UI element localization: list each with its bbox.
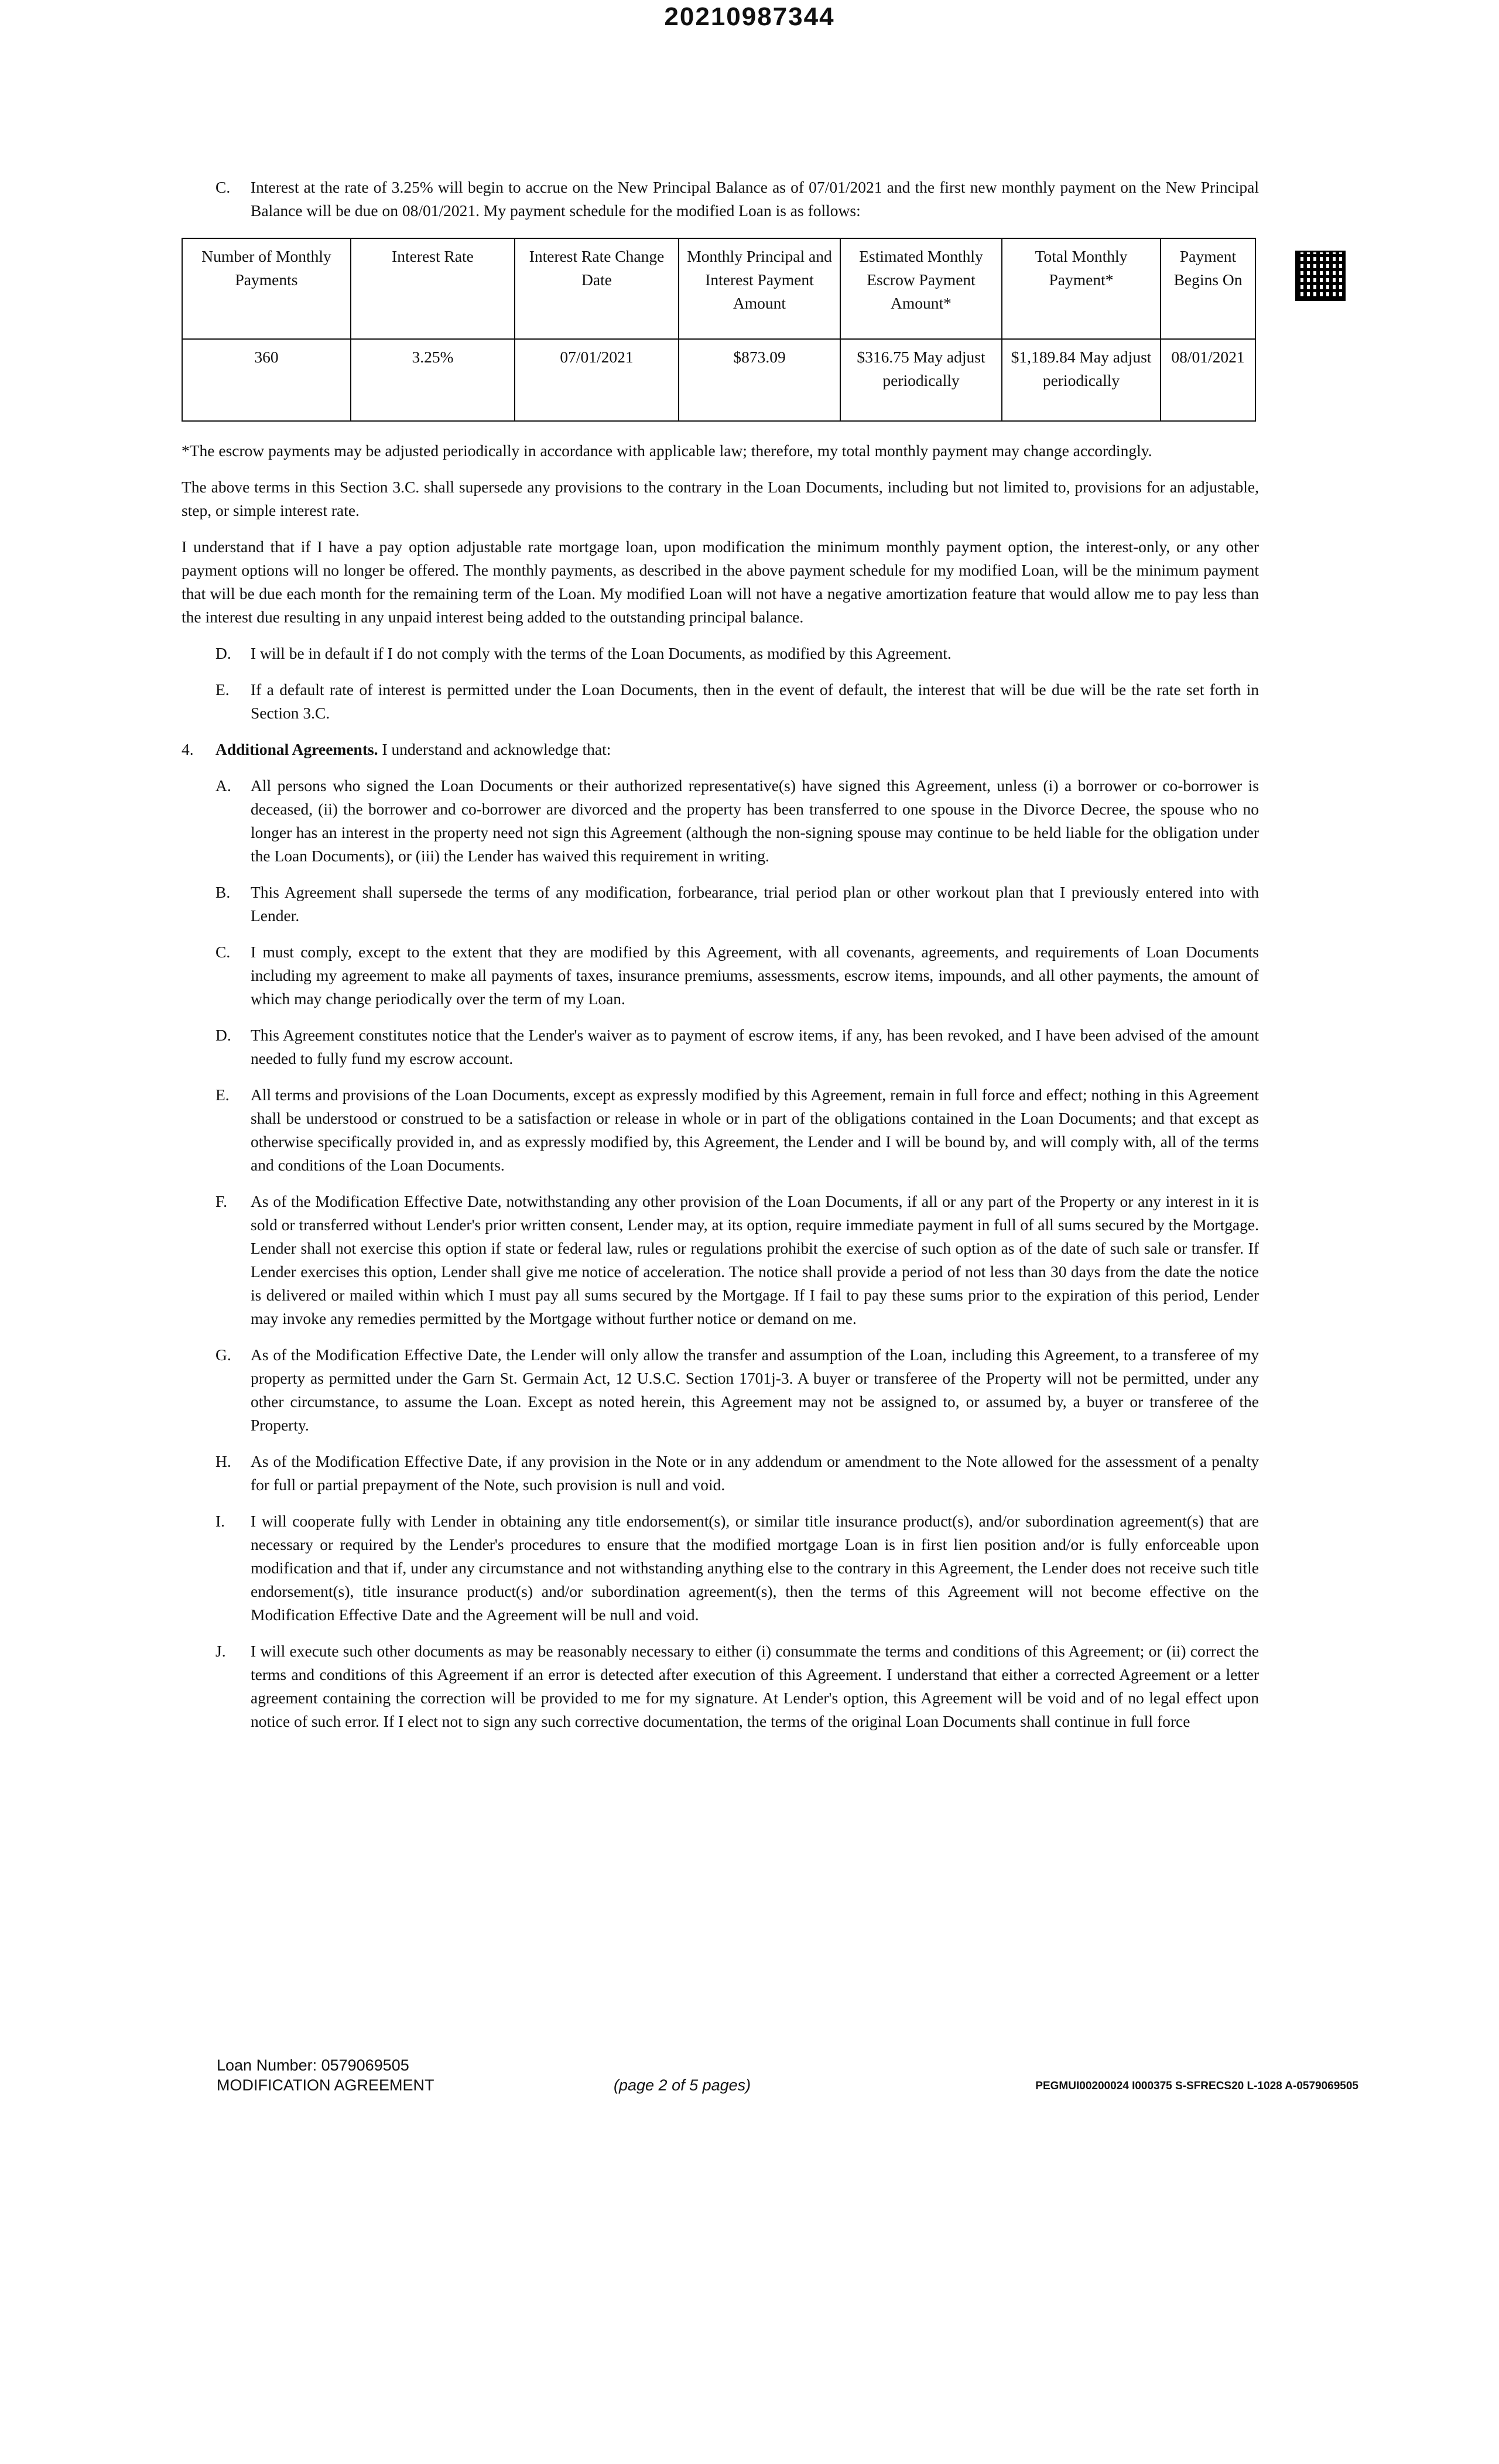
clause-text: I will cooperate fully with Lender in obtaining any title endorsement(s), or similar title insurance product(s), and/or subordination agreement(s) that are necessary or required by the Lender's procedures to ensure that the modified mortgage Loan is in first lien position and/or is fully enforceable upon modification and that if, under any circumstance and not withstanding anything else to the contrary in this Agreement, the Lender does not receive such title endorsement(s), title insurance product(s) and/or subordination agreement(s), then the terms of this Agreement will not become effective on the Modification Effective Date and the Agreement will be null and void. (251, 1512, 1259, 1624)
clause-text: Interest at the rate of 3.25% will begin to accrue on the New Principal Balance as of 07/01/2021 and the first new monthly payment on the New Principal Balance will be due on 08/01/2021. My payment schedule for the modified Loan is as follows: (251, 178, 1259, 220)
document-number: 20210987344 (664, 2, 835, 31)
table-cell: 08/01/2021 (1161, 339, 1255, 421)
section-lead: I understand and acknowledge that: (378, 740, 611, 758)
clause-text: I will be in default if I do not comply with the terms of the Loan Documents, as modified by this Agreement. (251, 644, 952, 662)
clause-4-item (215, 1640, 1259, 1733)
table-cell: $1,189.84 May adjust periodically (1002, 339, 1161, 421)
form-code: PEGMUI00200024 I000375 S-SFRECS20 L-1028 A-0579069505 (1035, 2080, 1358, 2092)
clause-text: As of the Modification Effective Date, if any provision in the Note or in any addendum or amendment to the Note allowed for the assessment of a penalty for full or partial prepayment of the Note, such provision is null and void. (251, 1452, 1259, 1494)
clause-3e (215, 678, 1259, 725)
clause-text: As of the Modification Effective Date, the Lender will only allow the transfer and assumption of the Loan, including this Agreement, to a transferee of my property as permitted under the Garn St. Germain Act, 12 U.S.C. Section 1701j-3. A buyer or transferee of the Property will not be permitted, under any other circumstance, to assume the Loan. Except as noted herein, this Agreement may not be assigned to, or assumed by, a buyer or transferee of the Property. (251, 1346, 1259, 1434)
col-header: Number of Monthly Payments (182, 238, 351, 339)
clause-letter: J. (215, 1642, 226, 1660)
section-title: Additional Agreements. (215, 740, 378, 758)
escrow-note: *The escrow payments may be adjusted periodically in accordance with applicable law; therefore, my total monthly payment may change accordingly. (182, 442, 1152, 460)
qr-code-icon (1295, 251, 1346, 301)
clause-letter: A. (215, 776, 231, 795)
clause-letter: D. (215, 1026, 231, 1044)
clause-letter: I. (215, 1512, 225, 1530)
clause-4-item (215, 1024, 1259, 1070)
col-header: Total Monthly Payment* (1002, 238, 1161, 339)
clause-3c (215, 176, 1259, 223)
table-cell: $873.09 (679, 339, 840, 421)
clause-letter: C. (215, 943, 231, 961)
table-header-row (182, 238, 1255, 339)
clause-text: All terms and provisions of the Loan Documents, except as expressly modified by this Agreement, remain in full force and effect; nothing in this Agreement shall be understood or construed to be a satisfaction or release in whole or in part of the obligations contained in the Loan Documents; and that except as otherwise specifically provided in, and as expressly modified by, this Agreement, the Lender and I will be bound by, and will comply with, all of the terms and conditions of the Loan Documents. (251, 1086, 1259, 1174)
clause-text: I must comply, except to the extent that they are modified by this Agreement, with all covenants, agreements, and requirements of Loan Documents including my agreement to make all payments of taxes, insurance premiums, assessments, escrow items, impounds, and all other payments, the amount of which may change periodically over the term of my Loan. (251, 943, 1259, 1008)
clause-4-item (215, 940, 1259, 1011)
clause-letter: C. (215, 178, 231, 196)
section-4-heading (182, 738, 1259, 761)
loan-number: Loan Number: 0579069505 (217, 2056, 409, 2074)
clause-letter: E. (215, 680, 230, 699)
table-cell: $316.75 May adjust periodically (840, 339, 1002, 421)
clause-4-item (215, 881, 1259, 928)
clause-4-item (215, 1343, 1259, 1437)
page-indicator: (page 2 of 5 pages) (614, 2076, 751, 2094)
table-cell: 3.25% (351, 339, 515, 421)
section-number: 4. (182, 740, 194, 758)
col-header: Payment Begins On (1161, 238, 1255, 339)
clause-text: If a default rate of interest is permitted under the Loan Documents, then in the event of default, the interest that will be due will be the rate set forth in Section 3.C. (251, 680, 1259, 722)
clause-text: This Agreement constitutes notice that the Lender's waiver as to payment of escrow items, if any, has been revoked, and I have been advised of the amount needed to fully fund my escrow account. (251, 1026, 1259, 1067)
table-cell: 07/01/2021 (515, 339, 679, 421)
clause-letter: E. (215, 1086, 230, 1104)
col-header: Interest Rate (351, 238, 515, 339)
clause-text: All persons who signed the Loan Documents or their authorized representative(s) have signed this Agreement, unless (i) a borrower or co-borrower is deceased, (ii) the borrower and co-borrower are divorced and the property has been transferred to one spouse in the Divorce Decree, the spouse who no longer has an interest in the property need not sign this Agreement (although the non-signing spouse may continue to be held liable for the obligation under the Loan Documents), or (iii) the Lender has waived this requirement in writing. (251, 776, 1259, 865)
col-header: Interest Rate Change Date (515, 238, 679, 339)
clause-text: This Agreement shall supersede the terms of any modification, forbearance, trial period plan or other workout plan that I previously entered into with Lender. (251, 883, 1259, 925)
clause-text: As of the Modification Effective Date, notwithstanding any other provision of the Loan Documents, if all or any part of the Property or any interest in it is sold or transferred without Lender's prior written consent, Lender may, at its option, require immediate payment in full of all sums secured by the Mortgage. Lender shall not exercise this option if state or federal law, rules or regulations prohibit the exercise of such option as of the date of such sale or transfer. If Lender exercises this option, Lender shall give me notice of acceleration. The notice shall provide a period of not less than 30 days from the date the notice is delivered or mailed within which I must pay all sums secured by the Mortgage. If I fail to pay these sums prior to the expiration of this period, Lender may invoke any remedies permitted by the Mortgage without further notice or demand on me. (251, 1192, 1259, 1327)
clause-3d (215, 642, 1259, 665)
payment-schedule-table (182, 238, 1256, 422)
pay-option-paragraph: I understand that if I have a pay option adjustable rate mortgage loan, upon modification the minimum monthly payment option, the interest-only, or any other payment options will no longer be offered. The monthly payments, as described in the above payment schedule for my modified Loan, will be the minimum payment that will be due each month for the remaining term of the Loan. My modified Loan will not have a negative amortization feature that would allow me to pay less than the interest due resulting in any unpaid interest being added to the outstanding principal balance. (182, 538, 1259, 626)
clause-letter: H. (215, 1452, 231, 1470)
clause-4-item (215, 1190, 1259, 1330)
clause-letter: D. (215, 644, 231, 662)
clause-letter: G. (215, 1346, 231, 1364)
col-header: Monthly Principal and Interest Payment Amount (679, 238, 840, 339)
col-header: Estimated Monthly Escrow Payment Amount* (840, 238, 1002, 339)
table-cell: 360 (182, 339, 351, 421)
footer-left (217, 2055, 434, 2095)
agreement-title: MODIFICATION AGREEMENT (217, 2076, 434, 2094)
clause-letter: B. (215, 883, 231, 901)
clause-4-item (215, 1450, 1259, 1497)
document-body (182, 176, 1259, 1746)
section-4-items (182, 774, 1259, 1733)
clause-text: I will execute such other documents as may be reasonably necessary to either (i) consummate the terms and conditions of this Agreement; or (ii) correct the terms and conditions of this Agreement if an error is detected after execution of this Agreement. I understand that either a corrected Agreement or a letter agreement containing the correction will be provided to me for my signature. At Lender's option, this Agreement will be void and of no legal effect upon notice of such error. If I elect not to sign any such corrective documentation, the terms of the original Loan Documents shall continue in full force (251, 1642, 1259, 1730)
clause-4-item (215, 1510, 1259, 1627)
supersede-paragraph: The above terms in this Section 3.C. shall supersede any provisions to the contrary in the Loan Documents, including but not limited to, provisions for an adjustable, step, or simple interest rate. (182, 478, 1259, 519)
clause-letter: F. (215, 1192, 227, 1210)
clause-4-item (215, 1083, 1259, 1177)
clause-4-item (215, 774, 1259, 868)
table-row (182, 339, 1255, 421)
